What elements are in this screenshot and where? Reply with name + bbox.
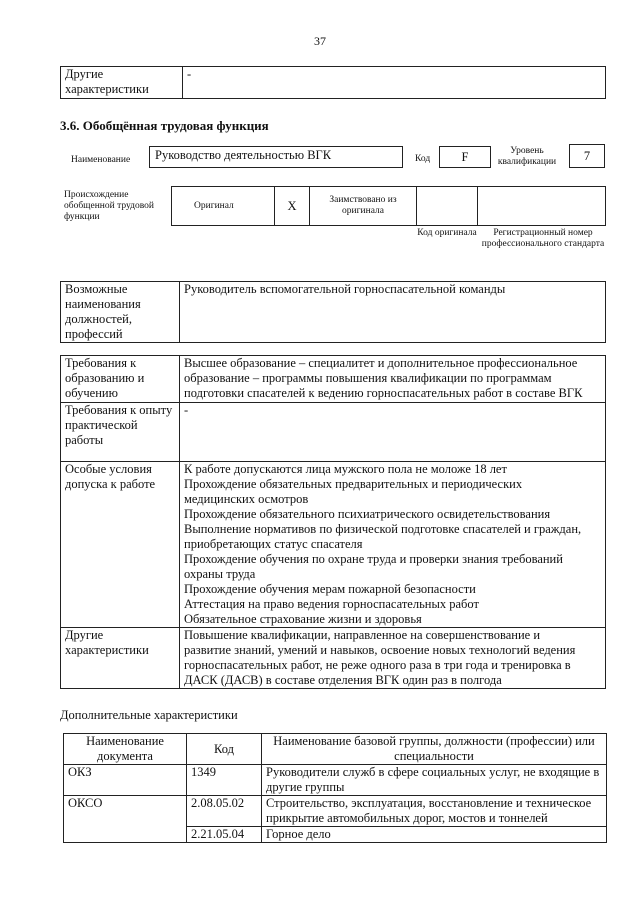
function-code-value: F <box>439 146 491 168</box>
positions-label: Возможные наименования должностей, профессий <box>61 282 180 343</box>
additional-table <box>63 733 607 843</box>
req-label: Требования к опыту практической работы <box>61 403 180 462</box>
original-label: Оригинал <box>172 187 275 226</box>
req-line: приобретающих статус спасателя <box>184 537 363 551</box>
row-code: 2.08.05.02 <box>187 796 262 827</box>
req-line: Прохождение обязательных предварительных и периодических <box>184 477 523 491</box>
other-characteristics-top-table <box>60 66 606 99</box>
row-doc: ОКЗ <box>64 765 187 796</box>
header-code: Код <box>187 734 262 765</box>
reg-number-label: Регистрационный номер профессионального стандарта <box>481 228 605 249</box>
other-characteristics-value: - <box>183 67 606 99</box>
req-line: Высшее образование – специалитет и дополнительное профессиональное <box>184 356 578 370</box>
req-line: К работе допускаются лица мужского пола не моложе 18 лет <box>184 462 507 476</box>
other-characteristics-label: Другие характеристики <box>61 67 183 99</box>
req-line: Прохождение обучения по охране труда и проверки знания требований <box>184 552 563 566</box>
level-value: 7 <box>569 144 605 168</box>
additional-title: Дополнительные характеристики <box>60 708 238 722</box>
req-line: Повышение квалификации, направленное на совершенствование и <box>184 628 541 642</box>
req-line: Прохождение обучения мерам пожарной безопасности <box>184 582 476 596</box>
requirements-table <box>60 355 606 689</box>
header-name: Наименование базовой группы, должности (профессии) или специальности <box>262 734 607 765</box>
row-doc: ОКСО <box>64 796 187 843</box>
origin-label: Происхождение обобщенной трудовой функции <box>64 190 154 222</box>
req-line: медицинских осмотров <box>184 492 309 506</box>
page-number: 37 <box>314 34 326 48</box>
table-row <box>64 796 607 827</box>
code-original-cell <box>417 187 478 226</box>
origin-table <box>171 186 606 226</box>
req-line: горноспасательных работ, не реже одного раза в три года и тренировка в <box>184 658 571 672</box>
header-doc: Наименование документа <box>64 734 187 765</box>
code-label: Код <box>415 154 431 164</box>
req-line: подготовки спасателей к ведению горноспасательных работ в составе ВГК <box>184 386 583 400</box>
req-line: Аттестация на право ведения горноспасательных работ <box>184 597 479 611</box>
req-line: охраны труда <box>184 567 256 581</box>
borrowed-label: Заимствовано из оригинала <box>310 187 417 226</box>
req-label: Особые условия допуска к работе <box>61 462 180 628</box>
req-line: Прохождение обязательного психиатрического освидетельствования <box>184 507 551 521</box>
req-line: образование – программы повышения квалификации по программам <box>184 371 552 385</box>
row-name: Руководители служб в сфере социальных услуг, не входящие в другие группы <box>262 765 607 796</box>
req-line: развитие знаний, умений и навыков, освоение новых технологий ведения <box>184 643 576 657</box>
req-line: Обязательное страхование жизни и здоровья <box>184 612 422 626</box>
row-code: 2.21.05.04 <box>187 827 262 843</box>
req-label: Другие характеристики <box>61 628 180 689</box>
row-code: 1349 <box>187 765 262 796</box>
row-name: Горное дело <box>262 827 607 843</box>
req-line: Выполнение нормативов по физической подготовке спасателей и граждан, <box>184 522 582 536</box>
positions-table <box>60 281 606 343</box>
function-name-value: Руководство деятельностью ВГК <box>149 146 403 168</box>
row-name: Строительство, эксплуатация, восстановление и техническое прикрытие автомобильных дорог, мостов и тоннелей <box>262 796 607 827</box>
original-mark: X <box>275 187 310 226</box>
section-title: 3.6. Обобщённая трудовая функция <box>60 118 269 133</box>
req-line: - <box>184 403 189 417</box>
req-label: Требования к образованию и обучению <box>61 356 180 403</box>
level-label: Уровень квалификации <box>497 146 557 167</box>
reg-number-cell <box>478 187 606 226</box>
table-row <box>64 765 607 796</box>
code-original-label: Код оригинала <box>417 228 477 238</box>
req-line: ДАСК (ДАСВ) в составе отделения ВГК один раз в полгода <box>184 673 502 687</box>
name-label: Наименование <box>71 155 131 165</box>
positions-value: Руководитель вспомогательной горноспасательной команды <box>180 282 606 343</box>
